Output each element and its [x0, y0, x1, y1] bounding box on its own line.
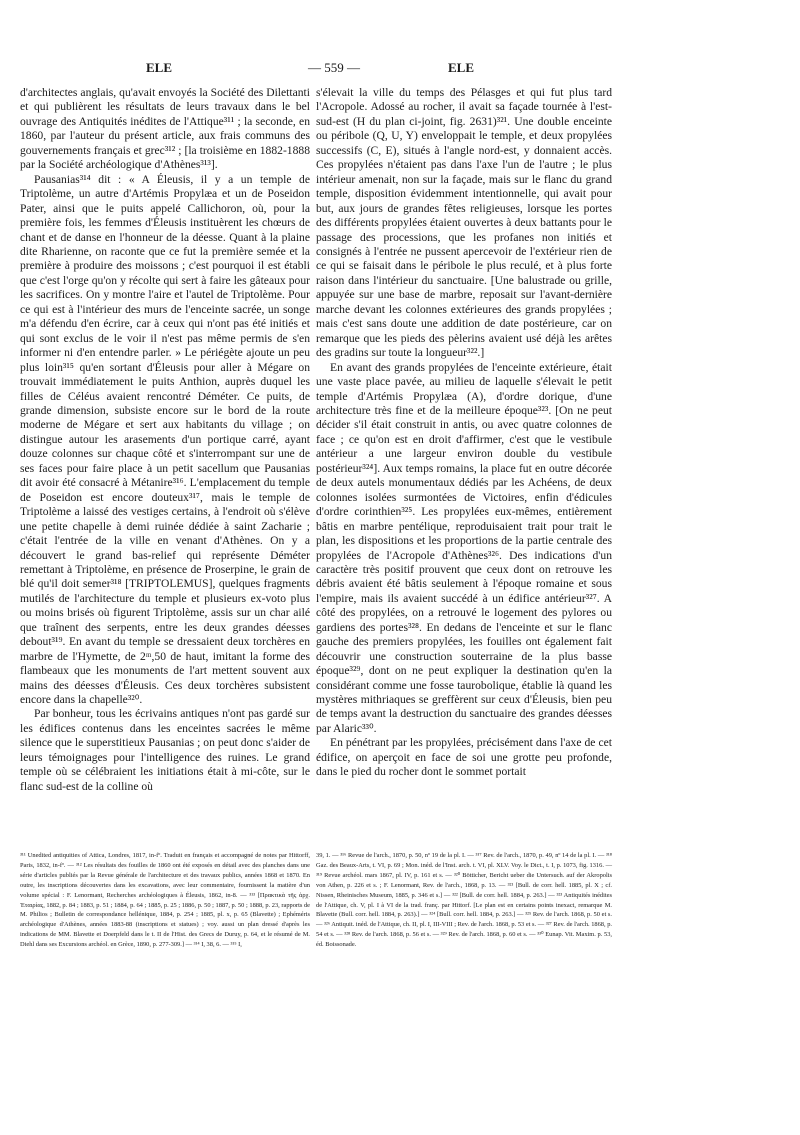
footnotes-left: ³¹¹ Unedited antiquities of Attica, Londres, 1817, in-fº. Traduit en français et accompagné de notes par Hittorff, Paris, 1832, in-fº. — ³¹² Les résultats des fouilles de 1860 ont été exposés en détail avec des planches dans une série d'articles publiés par la Revue générale de l'architecture et des travaux publics, années 1868 et 1870. En outre, les inscriptions découvertes dans les excavations, avec leur commentaire, fournissent la matière d'un volume spécial : F. Lenormant, Recherches archéologiques à Éleusis, 1862, in-8. — ³¹³ [Πρακτικὰ τῆς ἀρχ. Ἑταιρίας, 1882, p. 84 ; 1883, p. 51 ; 1884, p. 64 ; 1885, p. 25 ; 1886, p. 50 ; 1887, p. 50 ; 1888, p. 23, rapports de M. Philios ; Bulletin de correspondance hellénique, 1884, p. 254 ; 1885, pl. x, p. 65 (Blavette) ; Ephéméris archéologique d'Athènes, années 1883-88 (inscriptions et statues) ; voy. aussi un plan dressé d'après les indications de MM. Blavette et Doerpfeld dans le t. II de l'Hist. des Grecs de Duruy, p. 64, et le résumé de M. Diehl dans ses Excursions archéol. en Grèce, 1890, p. 277-309.] — ³¹⁴ I, 38, 6. — ³¹⁵ I, — [20, 852, 310, 949]
paragraph: Par bonheur, tous les écrivains antiques n'ont pas gardé sur les édifices contenus dans les enceintes sacrées le même silence que le superstitieux Pausanias ; on peut donc s'aider de leurs témoignages pour l'intelligence des ruines. Le grand temple où se célébraient les initiations était à mi-côte, sur le flanc sud-est de la colline où — [20, 707, 310, 793]
right-column — [316, 86, 612, 780]
page-number: — 559 — — [308, 60, 360, 75]
paragraph: En pénétrant par les propylées, précisément dans l'axe de cet édifice, on aperçoit en face de soi une grotte peu profonde, dans le pied du rocher dont le sommet portait — [316, 736, 612, 779]
paragraph: s'élevait la ville du temps des Pélasges et qui fut plus tard l'Acropole. Adossé au rocher, il avait sa façade tournée à l'est-sud-est (H du plan ci-joint, fig. 2631)³²¹. Une double enceinte ou péribole (Q, U, Y) enveloppait le temple, et deux propylées successifs (C, E), situés à l'angle nord-est, y donnaient accès. Ces propylées n'étaient pas dans l'axe l'un de l'autre ; le plus intérieur amenait, non sur la façade, mais sur le flanc du grand temple, disposition évidemment intentionnelle, qui avait pour but, aux jours de grandes fêtes religieuses, lorsque les portes des différents propylées étaient ouvertes à deux battants pour le passage des processions, que les profanes non initiés et consignés à l'entrée ne pussent apercevoir de l'extérieur rien de ce qui se faisait dans le péribole le plus reculé, et à plus forte raison dans l'intérieur du sanctuaire. [Une balustrade ou grille, appuyée sur une base de marbre, reposait sur l'avant-dernière marche devant les colonnes extérieures des grands propylées ; mais c'est sans doute une addition de date postérieure, car on remarque que les pieds des pèlerins avaient usé déjà les arêtes des gradins sur toute la longueur³²².] — [316, 86, 612, 360]
paragraph: d'architectes anglais, qu'avait envoyés la Société des Dilettanti et qui publièrent les résultats de leurs travaux dans le bel ouvrage des Antiquités inédites de l'Attique³¹¹ ; la seconde, en 1860, par l'auteur du présent article, aux frais communs des gouvernements français et grec³¹² ; [la troisième en 1882-1888 par la Société archéologique d'Athènes³¹³]. — [20, 86, 310, 172]
paragraph: En avant des grands propylées de l'enceinte extérieure, était une vaste place pavée, au milieu de laquelle s'élevait le petit temple d'Artémis Propylæa (A), d'ordre dorique, d'une architecture très fine et de la meilleure époque³²³. [On ne peut décider s'il était construit in antis, ou avec quatre colonnes de face ; ce qu'on est en droit d'affirmer, c'est que le vestibule antérieur a une largeur environ double du vestibule postérieur³²⁴]. Aux temps romains, la place fut en outre décorée de deux autels monumentaux dédiés par les Achéens, de deux colonnes isolées surmontées de Victoires, enfin d'édicules d'ordre corinthien³²⁵. Les propylées eux-mêmes, entièrement bâtis en marbre pentélique, reproduisaient trait pour trait le plan, les dispositions et les proportions de la partie centrale des propylées de l'Acropole d'Athènes³²⁶. Des indications d'un caractère très positif prouvent que ceux dont on retrouve les débris avaient été bâtis seulement à l'époque romaine et sous l'empire, mais ils avaient succédé à un édifice antérieur³²⁷. A côté des propylées, on a retrouvé le logement des pylores ou gardiens des portes³²⁸. En dedans de l'enceinte et sur le flanc gauche des premiers propylées, les fouilles ont également fait découvrir une construction souterraine de la plus basse époque³²⁹, dont on ne peut expliquer la destination qu'en la considérant comme une fosse taurobolique, établie là quand les mystères mithriaques se greffèrent sur ceux d'Éleusis, bien peu de temps avant la destruction du sanctuaire des grandes déesses par Alaric³³⁰. — [316, 360, 612, 735]
header-right: ELE — [448, 60, 475, 75]
header-left: ELE — [146, 60, 173, 75]
footnotes-right: 39, 1. — ³¹⁶ Revue de l'arch., 1870, p. 50, nº 19 de la pl. I. — ³¹⁷ Rev. de l'arch., 1870, p. 49, nº 14 de la pl. I. — ³¹⁸ Gaz. des Beaux-Arts, t. VI, p. 69 ; Mon. inéd. de l'Inst. arch. t. VI, pl. XLV. Voy. le Dict., t. I, p. 1073, fig. 1316. — ³¹⁹ Revue archéol. mars 1867, pl. IV, p. 161 et s. — ³²⁰ Bötticher, Bericht ueber die Untersuch. auf der Akropolis von Athen, p. 226 et s. ; F. Lenormant, Rev. de l'arch., 1868, p. 13. — ³²¹ [Bull. de corr. hell. 1885, pl. X ; cf. Nissen, Rheinisches Museum, 1885, p. 346 et s.] — ³²² [Bull. de corr. hell. 1884, p. 263.] — ³²³ Antiquités inédites de l'Attique, ch. V, pl. I à VI de la trad. franç. par Hittorf. [Le plan est en certains points inexact, remarque M. Blavette (Bull. corr. hell. 1884, p. 263).] — ³²⁴ [Bull. corr. hell. 1884, p. 263.] — ³²⁵ Rev. de l'arch. 1868, p. 50 et s. — ³²⁶ Antiquit. inéd. de l'Attique, ch. II, pl. I, III-VIII ; Rev. de l'arch. 1868, p. 53 et s. — ³²⁷ Rev. de l'arch. 1868, p. 54 et s. — ³²⁸ Rev. de l'arch. 1868, p. 56 et s. — ³²⁹ Rev. de l'arch. 1868, p. 60 et s. — ³³⁰ Eunap. Vit. Maxim. p. 53, éd. Boissonade. — [316, 852, 612, 949]
left-column — [20, 86, 310, 794]
paragraph: Pausanias³¹⁴ dit : « A Éleusis, il y a un temple de Triptolème, un autre d'Artémis Propylæa et un de Poseidon Pater, ainsi que le puits appelé Callichoron, où, pour la première fois, les femmes d'Éleusis instituèrent les chœurs de chant et de danse en l'honneur de la déesse. Quant à la plaine dite Rharienne, on raconte que ce fut la première semée et la première à produire des moissons ; c'est pourquoi il est établi que c'est l'orge qu'on y récolte qui sert à faire les gâteaux pour les sacrifices. On y montre l'aire et l'autel de Triptolème. Pour ce qui est à l'intérieur des murs de l'enceinte sacrée, un songe m'a défendu d'en écrire, car à ceux qui n'ont pas été initiés et qui sont exclus de le voir il n'est pas même permis de s'en informer ni d'en entendre parler. » Le périégète ajoute un peu plus loin³¹⁵ qu'en sortant d'Éleusis pour aller à Mégare on trouvait immédiatement le puits Anthion, auprès duquel les filles de Céléus avaient rencontré Déméter. Ce puits, de grande dimension, subsiste encore sur le bord de la route moderne de Mégare et sert aux habitants du village ; on distingue autour les arasements d'un portique carré, ayant douze colonnes sur chaque côté et s'interrompant sur une de ses faces pour faire place à un petit sacellum que Pausanias dit avoir été consacré à Métanire³¹⁶. L'emplacement du temple de Poseidon est encore douteux³¹⁷, mais le temple de Triptolème a laissé des vestiges certains, à l'endroit où s'élève une petite chapelle à demi ruinée dédiée à saint Zacharie ; c'était l'entrée de la ville en venant d'Athènes. On y a découvert le grand bas-relief qui représente Déméter remettant à Triptolème, en présence de Proserpine, le grain de blé qu'il doit semer³¹⁸ [TRIPTOLEMUS], quelques fragments mutilés de l'architecture du temple et plusieurs ex-voto plus ou moins brisés où figurent Triptolème, assis sur un char ailé que traînent des serpents, entre les deux grandes déesses debout³¹⁹. En avant du temple se dressaient deux torchères en marbre de l'Hymette, de 2ᵐ,50 de haut, imitant la forme des flambeaux que les monuments de l'art mettent souvent aux mains des déesses d'Éleusis. Ces deux torchères subsistent encore dans la chapelle³²⁰. — [20, 172, 310, 707]
running-header — [20, 60, 630, 80]
